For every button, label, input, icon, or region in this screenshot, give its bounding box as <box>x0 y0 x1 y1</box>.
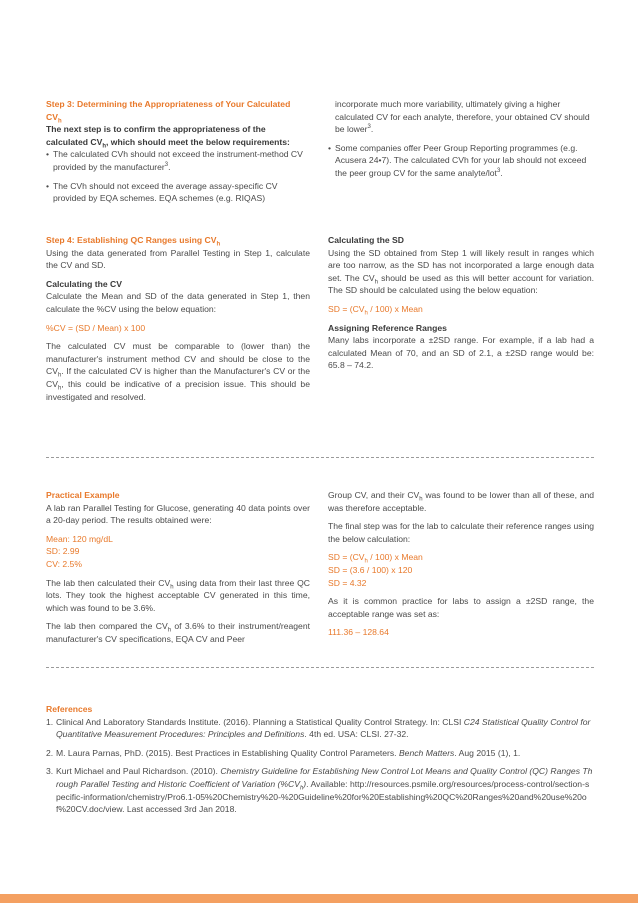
example-range-text: As it is common practice for labs to assign a ±2SD range, the acceptable range was set as: <box>328 596 594 619</box>
example-calc-1: SD = $(CV_h / 100)$ x Mean <box>328 552 423 566</box>
step4-left-column <box>46 234 310 403</box>
reference-1: 1. Clinical And Laboratory Standards Institute. (2016). Planning a Statistical Quality Control Strategy. In: CLSI C24 Statistical Quality Control for Quantitative Measurement Procedures: Principles and Definitions. 4th ed. USA: CLSI. 27-32. <box>46 716 591 740</box>
cv-paragraph: The calculated CV must be comparable to (lower than) the manufacturer's instrument method CV and should be close to the $CV_h$. If the calculated CV is higher than the Manufacturer's CV or the $CV_h$, this could be indicative of a precision issue. This should be investigated and resolved. <box>46 341 310 402</box>
example-cv: CV: 2.5% <box>46 558 82 569</box>
sd-formula: SD = $(CV_h / 100)$ x Mean <box>328 303 423 317</box>
cv-text: Calculate the Mean and SD of the data generated in Step 1, then calculate the %CV using the below equation: <box>46 291 310 314</box>
example-final-text: The final step was for the lab to calculate their reference ranges using the below calculation: <box>328 521 594 544</box>
example-mean: Mean: 120 mg/dL <box>46 533 113 544</box>
step4-intro: Using the data generated from Parallel Testing in Step 1, calculate the CV and SD. <box>46 247 310 271</box>
references-section <box>46 703 594 816</box>
example-para-1: The lab then calculated their $CV_h$ using data from their last three QC lots. They took the highest acceptable CV generated in this time, which was found to be 3.6%. <box>46 577 310 613</box>
cv-heading: Calculating the CV <box>46 278 122 289</box>
example-continued: Group CV, and their $CV_h$ was found to be lower than all of these, and was therefore acceptable. <box>328 490 595 513</box>
reference-3: 3. Kurt Michael and Paul Richardson. (2010). Chemistry Guideline for Establishing New Control Lot Means and Quality Control (QC) Ranges Through Parallel Testing and Historic Coefficient of Variation $(\%CV_h)$. Available: http://resources.psmile.org/resources/process-control/section-specific-information/chemistry/Pro6.1-05%20Chemistry%20-%20Guideline%20for%20Establishing%20QC%20Ranges%20and%20use%20of%20CV.doc/view. Last accessed 3rd Jan 2018. <box>46 766 593 815</box>
example-right-column <box>328 489 594 639</box>
reference-2: 2. M. Laura Parnas, PhD. (2015). Best Practices in Establishing Quality Control Parameters. Bench Matters. Aug 2015 (1), 1. <box>46 747 521 758</box>
step3-bullet-2: • The CVh should not exceed the average assay-specific CV provided by EQA schemes. EQA schemes (e.g. RIQAS) <box>46 180 278 204</box>
step3-continued: incorporate much more variability, ultimately giving a higher calculated CV for each analyte, therefore, your obtained CV should be lower$^3$. <box>335 99 590 135</box>
example-para-2: The lab then compared the $CV_h$ of 3.6% to their instrument/reagent manufacturer's CV specifications, EQA CV and Peer <box>46 621 310 644</box>
step3-right-column <box>328 98 594 180</box>
divider-1 <box>46 457 594 458</box>
footer-bar <box>0 894 638 903</box>
sd-heading: Calculating the SD <box>328 235 404 245</box>
sd-text: Using the SD obtained from Step 1 will likely result in ranges which are too narrow, as the SD has not incorporated a large enough data set. The $CV_h$ should be used as this will better account for variation. The SD should be calculated using the below equation: <box>328 247 594 296</box>
references-heading: References <box>46 704 93 714</box>
example-left-column <box>46 489 310 646</box>
example-calc-3: SD = 4.32 <box>328 577 367 588</box>
step4-right-column <box>328 234 594 372</box>
step3-bullet-1: • The calculated CVh should not exceed the instrument-method CV provided by the manufacturer$^3$. <box>46 149 303 172</box>
example-intro: A lab ran Parallel Testing for Glucose, generating 40 data points over a 20-day period. The results obtained were: <box>46 502 310 526</box>
step3-bullet-3: • Some companies offer Peer Group Reporting programmes (e.g. Acusera 24•7). The calculated CVh for your lab should not exceed the peer group CV for the same analyte/lot$^3$. <box>328 142 587 178</box>
divider-2 <box>46 667 594 668</box>
ranges-text: Many labs incorporate a ±2SD range. For example, if a lab had a calculated Mean of 70, and an SD of 2.1, a ±2SD range would be: 65.8 – 74.2. <box>328 335 594 371</box>
ranges-heading: Assigning Reference Ranges <box>328 322 447 333</box>
example-calc-2: SD = (3.6 / 100) x 120 <box>328 564 413 575</box>
example-sd: SD: 2.99 <box>46 546 80 557</box>
step4-heading: Step 4: Establishing QC Ranges using $CV_h$ <box>46 235 221 248</box>
step3-heading: Step 3: Determining the Appropriateness of Your Calculated $CV_h$ <box>46 99 291 125</box>
cv-formula: %CV = (SD / Mean) x 100 <box>46 322 146 333</box>
example-heading: Practical Example <box>46 490 120 500</box>
example-range-value: 111.36 – 128.64 <box>328 627 389 638</box>
step3-intro: The next step is to confirm the appropriateness of the calculated $CV_h$, which should meet the below requirements: <box>46 124 290 150</box>
step3-left-column <box>46 98 308 205</box>
